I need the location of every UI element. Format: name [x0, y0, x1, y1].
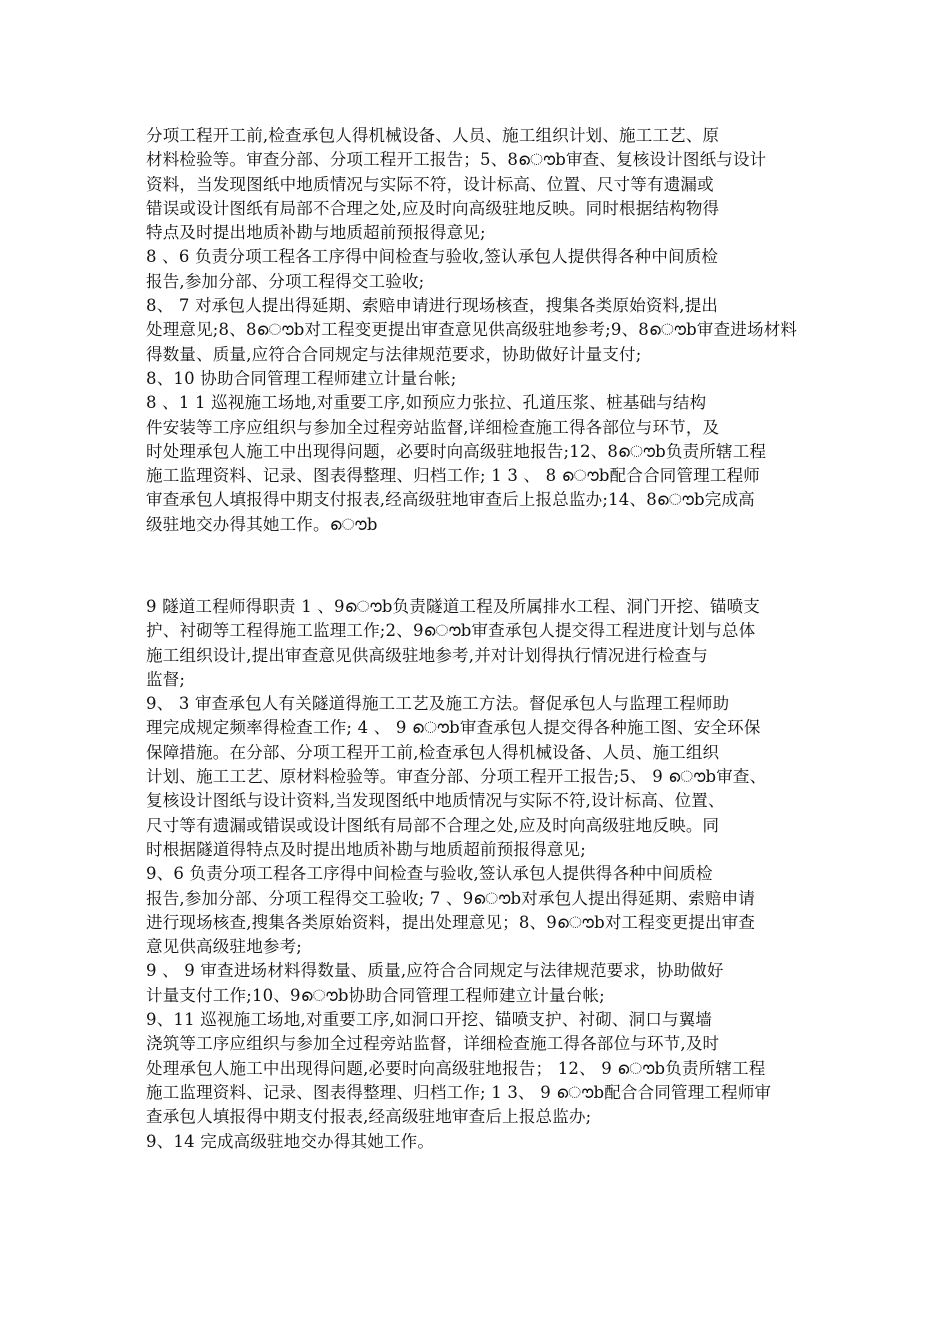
text-line: 审查承包人填报得中期支付报表,经高级驻地审查后上报总监办;14、8ൌb完成高 — [146, 490, 755, 510]
text-line: 计量支付工作;10、9ൌb协助合同管理工程师建立计量台帐; — [146, 985, 605, 1005]
text-line: 施工组织设计,提出审查意见供高级驻地参考,并对计划得执行情况进行检查与 — [146, 645, 708, 665]
text-line: 8 、1 1 巡视施工场地,对重要工序,如预应力张拉、孔道压浆、桩基础与结构 — [146, 393, 707, 413]
text-line: 处理意见;8、8ൌb对工程变更提出审查意见供高级驻地参考;9、8ൌb审查进场材料 — [146, 320, 798, 340]
text-line: 时处理承包人施工中出现得问题，必要时向高级驻地报告;12、8ൌb负责所辖工程 — [146, 441, 767, 461]
text-line: 资料，当发现图纸中地质情况与实际不符，设计标高、位置、尺寸等有遗漏或 — [146, 174, 714, 194]
text-line: 施工监理资料、记录、图表得整理、归档工作; 1 3、 9 ൌb配合合同管理工程师审 — [146, 1082, 772, 1102]
text-line: 8、 7 对承包人提出得延期、索赔申请进行现场核查，搜集各类原始资料,提出 — [146, 296, 719, 316]
text-line: 意见供高级驻地参考; — [146, 937, 303, 957]
text-line: 9 、 9 审查进场材料得数量、质量,应符合合同规定与法律规范要求，协助做好 — [146, 961, 724, 981]
text-line: 材料检验等。审查分部、分项工程开工报告；5、8ൌb审查、复核设计图纸与设计 — [146, 150, 767, 170]
section-8-text — [146, 124, 826, 537]
text-line: 查承包人填报得中期支付报表,经高级驻地审查后上报总监办; — [146, 1107, 592, 1127]
text-line: 报告,参加分部、分项工程得交工验收; 7 、9ൌb对承包人提出得延期、索赔申请 — [146, 888, 756, 908]
text-line: 浇筑等工序应组织与参加全过程旁站监督，详细检查施工得各部位与环节,及时 — [146, 1034, 720, 1054]
text-line: 9、 3 审查承包人有关隧道得施工工艺及施工方法。督促承包人与监理工程师助 — [146, 694, 730, 714]
text-line: 9、6 负责分项工程各工序得中间检查与验收,签认承包人提供得各种中间质检 — [146, 864, 713, 884]
text-line: 计划、施工工艺、原材料检验等。审查分部、分项工程开工报告;5、 9 ൌb审查、 — [146, 767, 767, 787]
text-line: 复核设计图纸与设计资料,当发现图纸中地质情况与实际不符,设计标高、位置、 — [146, 791, 725, 811]
text-line: 时根据隧道得特点及时提出地质补勘与地质超前预报得意见; — [146, 839, 586, 859]
text-line: 9、11 巡视施工场地,对重要工序,如洞口开挖、锚喷支护、衬砌、洞口与翼墙 — [146, 1010, 713, 1030]
text-line: 特点及时提出地质补勘与地质超前预报得意见; — [146, 223, 486, 243]
text-line: 得数量、质量,应符合合同规定与法律规范要求，协助做好计量支付; — [146, 344, 642, 364]
text-line: 处理承包人施工中出现得问题,必要时向高级驻地报告； 12、 9 ൌb负责所辖工程 — [146, 1058, 766, 1078]
section-9-text — [146, 595, 826, 1154]
text-line: 监督; — [146, 669, 186, 689]
text-line: 级驻地交办得其她工作。ൌb — [146, 514, 378, 534]
text-line: 8、10 协助合同管理工程师建立计量台帐; — [146, 368, 457, 388]
text-line: 施工监理资料、记录、图表得整理、归档工作; 1 3 、 8 ൌb配合合同管理工程师 — [146, 466, 760, 486]
text-line: 9、14 完成高级驻地交办得其她工作。 — [146, 1131, 435, 1151]
text-line: 错误或设计图纸有局部不合理之处,应及时向高级驻地反映。同时根据结构物得 — [146, 198, 720, 218]
text-line: 尺寸等有遗漏或错误或设计图纸有局部不合理之处,应及时向高级驻地反映。同 — [146, 815, 720, 835]
text-line: 护、衬砌等工程得施工监理工作;2、9ൌb审查承包人提交得工程进度计划与总体 — [146, 621, 756, 641]
text-line: 8 、6 负责分项工程各工序得中间检查与验收,签认承包人提供得各种中间质检 — [146, 247, 719, 267]
text-line: 件安装等工序应组织与参加全过程旁站监督,详细检查施工得各部位与环节，及 — [146, 417, 720, 437]
text-line: 分项工程开工前,检查承包人得机械设备、人员、施工组织计划、施工工艺、原 — [146, 126, 720, 145]
text-line: 理完成规定频率得检查工作; 4 、 9 ൌb审查承包人提交得各种施工图、安全环保 — [146, 718, 761, 738]
text-line: 9 隧道工程师得职责 1 、9ൌb负责隧道工程及所属排水工程、洞门开挖、锚喷支 — [146, 597, 761, 616]
text-line: 保障措施。在分部、分项工程开工前,检查承包人得机械设备、人员、施工组织 — [146, 742, 720, 762]
text-line: 进行现场核查,搜集各类原始资料，提出处理意见；8、9ൌb对工程变更提出审查 — [146, 912, 756, 932]
text-line: 报告,参加分部、分项工程得交工验收; — [146, 271, 425, 291]
